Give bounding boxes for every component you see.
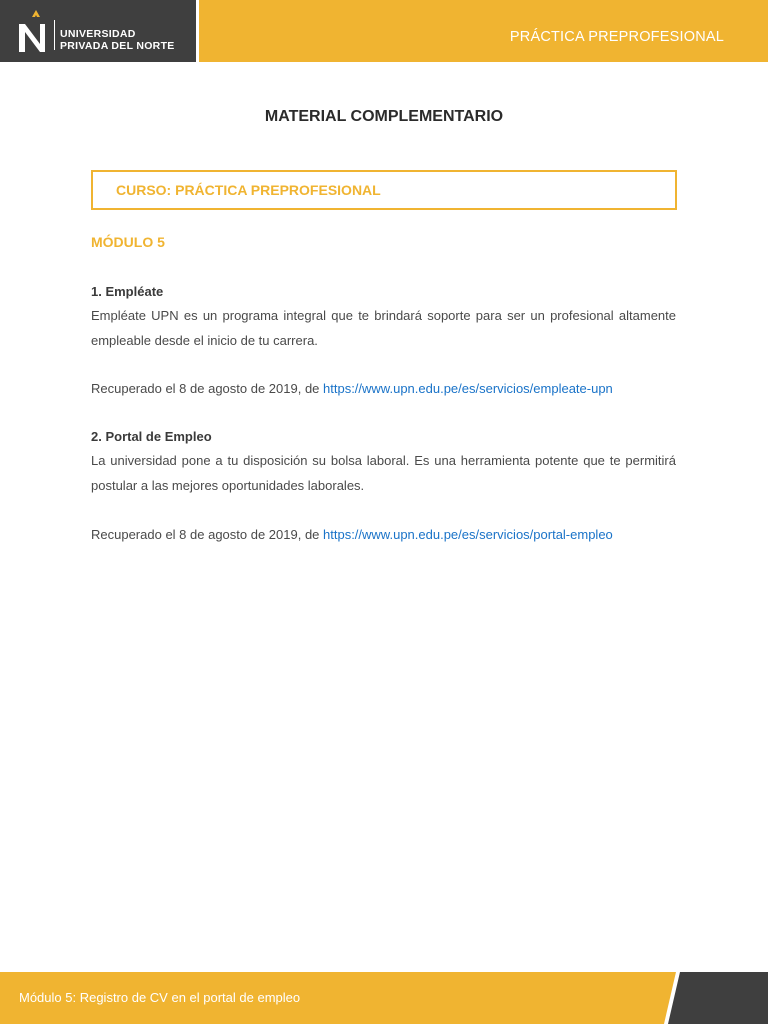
link-portal-empleo[interactable]: https://www.upn.edu.pe/es/servicios/portal-empleo [323,527,613,542]
footer-module-title: Módulo 5: Registro de CV en el portal de empleo [19,990,301,1005]
logo-text-line1: UNIVERSIDAD [60,28,136,40]
course-box-text: CURSO: PRÁCTICA PREPROFESIONAL [116,182,381,198]
section-body-empleate: Empléate UPN es un programa integral que te brindará soporte para ser un profesional altamente empleable desde el inicio de tu carrera. [91,308,676,348]
course-box [91,170,677,210]
upn-logo-icon [16,8,50,54]
source-citation-portal-empleo [91,527,613,542]
header-bar [199,0,768,62]
source-prefix: Recuperado el 8 de agosto de 2019, de [91,527,324,542]
source-prefix: Recuperado el 8 de agosto de 2019, de [91,381,324,396]
logo-divider [54,20,55,50]
logo-text-line2: PRIVADA DEL NORTE [60,40,175,52]
module-heading: MÓDULO 5 [91,234,165,250]
section-heading-portal-empleo: 2. Portal de Empleo [91,429,212,444]
university-logo [0,0,196,62]
document-title: MATERIAL COMPLEMENTARIO [264,108,504,125]
section-heading-empleate: 1. Empléate [91,284,164,299]
section-body-portal-empleo: La universidad pone a tu disposición su bolsa laboral. Es una herramienta potente que te permitirá postular a las mejores oportunidades laborales. [91,453,676,493]
footer-bar [0,972,768,1024]
link-empleate-upn[interactable]: https://www.upn.edu.pe/es/servicios/empleate-upn [323,381,613,396]
source-citation-empleate [91,381,613,396]
header-course-label: PRÁCTICA PREPROFESIONAL [509,29,724,45]
